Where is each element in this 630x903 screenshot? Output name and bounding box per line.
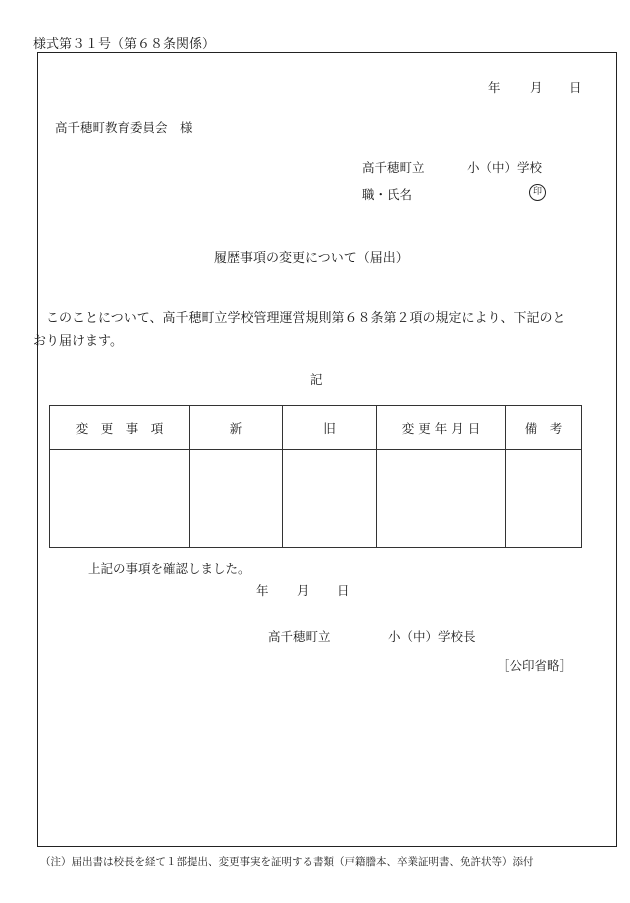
cell-remarks[interactable]: [506, 450, 582, 548]
change-items-table: [49, 405, 582, 548]
date-bottom-day: 日: [337, 583, 350, 598]
sender-school-prefix: 高千穂町立: [362, 160, 425, 175]
date-month: 月: [530, 80, 543, 95]
sender-position-name: 職・氏名: [362, 187, 413, 202]
cell-change-date[interactable]: [377, 450, 506, 548]
cell-new[interactable]: [190, 450, 283, 548]
body-text-line1: このことについて、高千穂町立学校管理運営規則第６８条第２項の規定により、下記のと: [33, 311, 566, 326]
ki-label: 記: [310, 372, 323, 387]
body-text-line2: おり届けます。: [33, 334, 123, 349]
document-title: 履歴事項の変更について（届出）: [214, 251, 409, 266]
addressee: 高千穂町教育委員会 様: [55, 120, 193, 135]
header-remarks: 備 考: [506, 406, 582, 450]
cell-change-item[interactable]: [50, 450, 190, 548]
header-change-date: 変 更 年 月 日: [377, 406, 506, 450]
date-bottom-year: 年: [256, 583, 269, 598]
sender-school-suffix: 小（中）学校: [467, 160, 543, 175]
principal-school-prefix: 高千穂町立: [268, 629, 331, 644]
header-change-item: 変 更 事 項: [50, 406, 190, 450]
table-row: [50, 450, 582, 548]
footnote: （注）届出書は校長を経て１部提出、変更事実を証明する書類（戸籍謄本、卒業証明書、免許状等）添付: [40, 856, 534, 868]
date-day: 日: [569, 80, 582, 95]
date-bottom-month: 月: [297, 583, 310, 598]
header-old: 旧: [283, 406, 377, 450]
date-year: 年: [488, 80, 501, 95]
seal-icon: 印: [529, 184, 546, 201]
seal-omitted-label: ［公印省略］: [497, 658, 573, 673]
form-number: 様式第３１号（第６８条関係）: [33, 37, 216, 52]
principal-school-suffix: 小（中）学校長: [388, 629, 476, 644]
header-new: 新: [190, 406, 283, 450]
confirmation-text: 上記の事項を確認しました。: [88, 561, 251, 576]
table-header-row: [50, 406, 582, 450]
cell-old[interactable]: [283, 450, 377, 548]
